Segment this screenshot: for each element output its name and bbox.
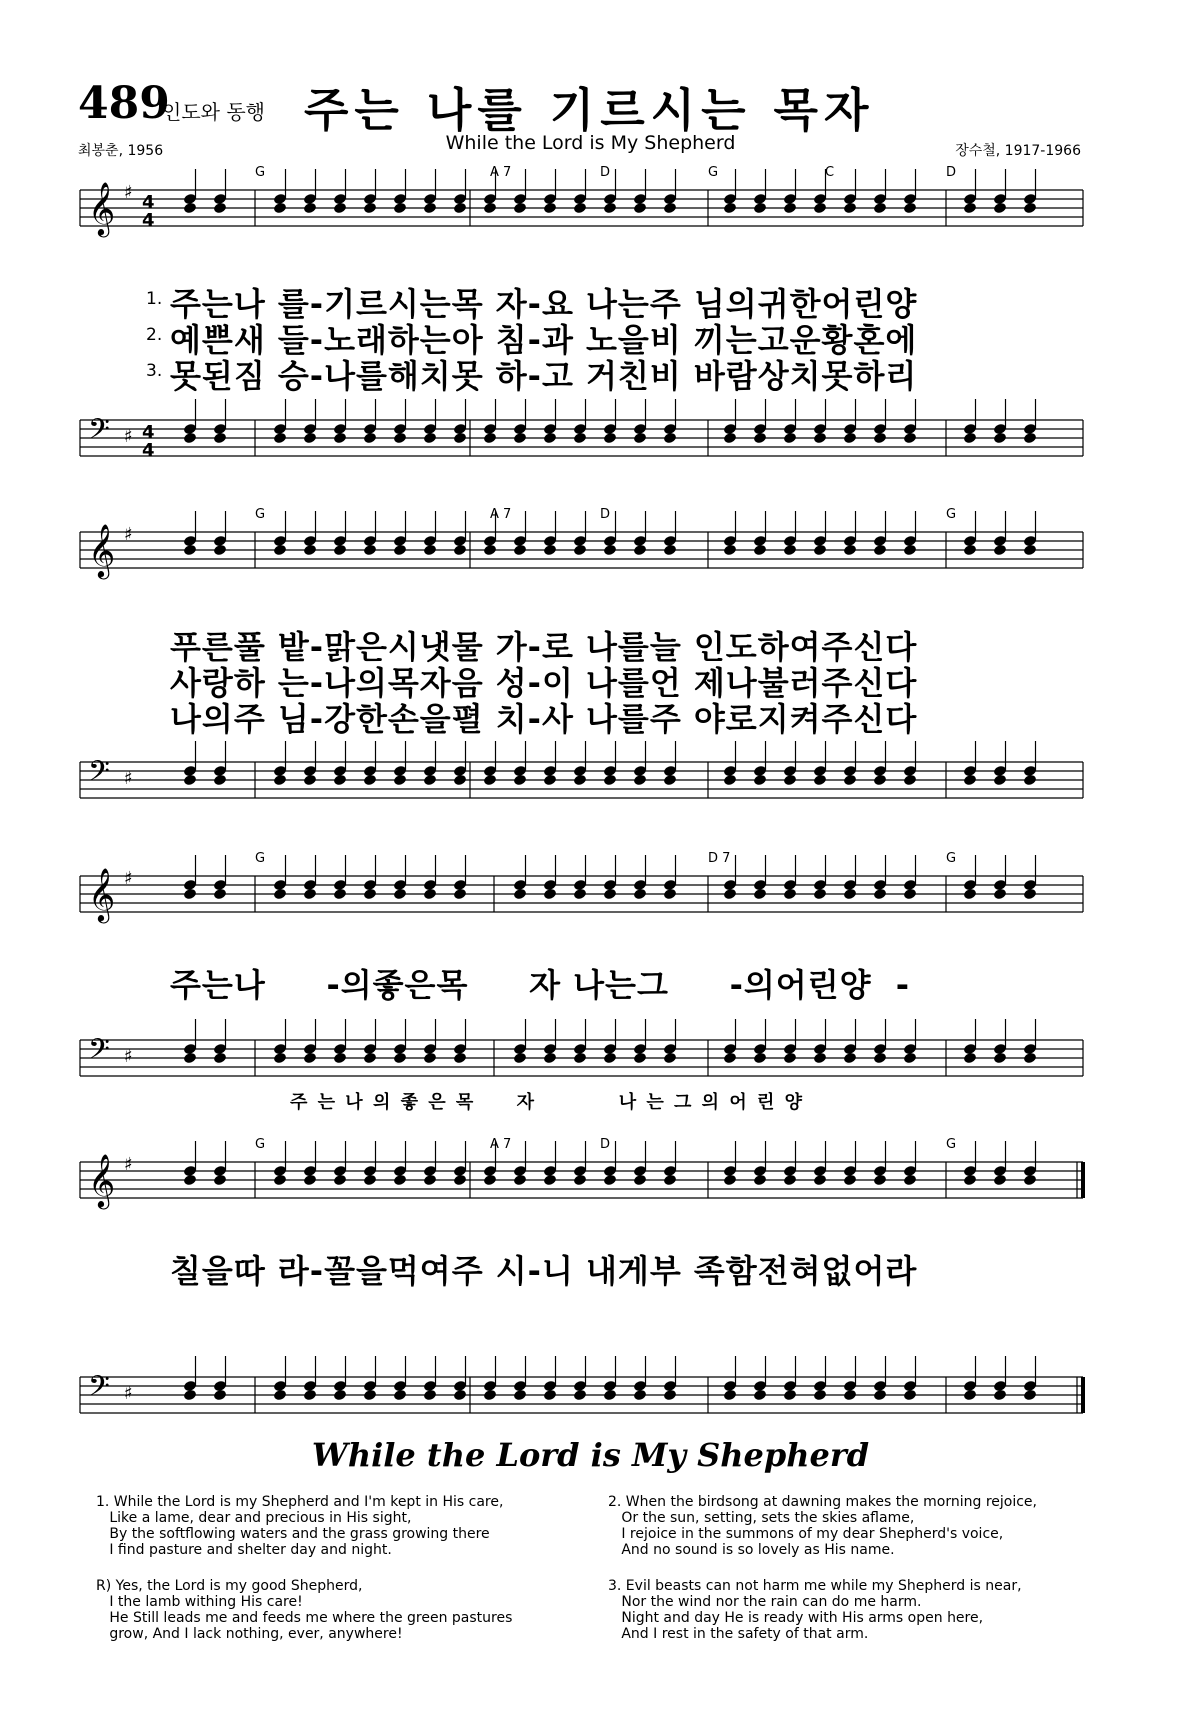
note-head: [813, 1052, 827, 1065]
note-head: [513, 774, 527, 787]
note-head: [573, 774, 587, 787]
lyric-line: 나의주 님-강한손을펼 치-사 나를주 야로지켜주신다: [170, 700, 918, 738]
verse-line: I rejoice in the summons of my dear Shepherd's voice,: [608, 1526, 1004, 1542]
chord-symbol: G: [946, 507, 957, 522]
note-head: [483, 774, 497, 787]
note-head: [393, 544, 407, 557]
note-head: [333, 1174, 347, 1187]
sharp-icon: ♯: [124, 524, 133, 545]
note-head: [903, 1052, 917, 1065]
note-head: [813, 202, 827, 215]
hymn-subtitle: While the Lord is My Shepherd: [445, 132, 736, 154]
note-head: [1023, 1174, 1037, 1187]
note-head: [573, 432, 587, 445]
note-head: [483, 1174, 497, 1187]
verse-line: By the softflowing waters and the grass growing there: [96, 1526, 490, 1542]
chord-symbol: G: [255, 851, 266, 866]
time-signature: 4: [142, 210, 155, 231]
time-signature: 4: [142, 422, 155, 443]
note-head: [453, 774, 467, 787]
note-head: [783, 774, 797, 787]
note-head: [663, 202, 677, 215]
note-head: [633, 544, 647, 557]
note-head: [363, 774, 377, 787]
note-head: [993, 1389, 1007, 1402]
note-head: [183, 1052, 197, 1065]
verse-line: 1. While the Lord is my Shepherd and I'm kept in His care,: [96, 1494, 504, 1510]
note-head: [333, 432, 347, 445]
note-head: [393, 432, 407, 445]
note-head: [213, 888, 227, 901]
note-head: [273, 888, 287, 901]
note-head: [903, 888, 917, 901]
note-head: [723, 1052, 737, 1065]
hymn-number: 489: [78, 78, 170, 129]
note-head: [303, 1052, 317, 1065]
note-head: [843, 544, 857, 557]
note-head: [903, 544, 917, 557]
note-head: [963, 1389, 977, 1402]
note-head: [783, 432, 797, 445]
lyric-line: 주는나 를-기르시는목 자-요 나는주 님의귀한어린양: [170, 285, 918, 323]
note-head: [903, 774, 917, 787]
note-head: [543, 432, 557, 445]
note-head: [723, 1389, 737, 1402]
note-head: [483, 202, 497, 215]
note-head: [753, 202, 767, 215]
sharp-icon: ♯: [124, 768, 133, 789]
lyric-line: 못된짐 승-나를해치못 하-고 거친비 바람상치못하리: [170, 357, 918, 395]
bass-clef-icon: 𝄢: [88, 755, 110, 795]
bass-clef-icon: 𝄢: [88, 1370, 110, 1410]
note-head: [393, 774, 407, 787]
note-head: [1023, 432, 1037, 445]
note-head: [903, 1174, 917, 1187]
note-head: [1023, 1389, 1037, 1402]
note-head: [603, 774, 617, 787]
note-head: [903, 1389, 917, 1402]
note-head: [573, 888, 587, 901]
verse-line: Or the sun, setting, sets the skies aflame,: [608, 1510, 915, 1526]
note-head: [873, 544, 887, 557]
note-head: [393, 888, 407, 901]
composer-credit: 장수철, 1917-1966: [955, 143, 1081, 159]
hymn-category: 인도와 동행: [162, 100, 265, 124]
note-head: [183, 1174, 197, 1187]
chord-symbol: C: [825, 165, 835, 180]
note-head: [843, 888, 857, 901]
note-head: [843, 1174, 857, 1187]
time-signature: 4: [142, 440, 155, 461]
verse-line: And no sound is so lovely as His name.: [608, 1542, 895, 1558]
chord-symbol: G: [946, 1137, 957, 1152]
note-head: [753, 432, 767, 445]
note-head: [993, 1174, 1007, 1187]
note-head: [303, 1174, 317, 1187]
note-head: [603, 888, 617, 901]
note-head: [723, 202, 737, 215]
note-head: [633, 1174, 647, 1187]
note-head: [543, 774, 557, 787]
note-head: [543, 1052, 557, 1065]
verse-line: Nor the wind nor the rain can do me harm.: [608, 1594, 922, 1610]
lyric-line: 사랑하 는-나의목자음 성-이 나를언 제나불러주신다: [170, 664, 918, 702]
chord-symbol: G: [946, 851, 957, 866]
note-head: [513, 1052, 527, 1065]
note-head: [333, 202, 347, 215]
note-head: [783, 1174, 797, 1187]
note-head: [663, 1174, 677, 1187]
note-head: [393, 1389, 407, 1402]
note-head: [873, 202, 887, 215]
verse-line: He Still leads me and feeds me where the green pastures: [96, 1610, 513, 1626]
treble-clef-icon: 𝄞: [88, 523, 116, 577]
note-head: [753, 1174, 767, 1187]
note-head: [663, 888, 677, 901]
note-head: [333, 1052, 347, 1065]
note-head: [723, 432, 737, 445]
chord-symbol: G: [708, 165, 719, 180]
lyricist-credit: 최봉춘, 1956: [78, 143, 164, 159]
treble-clef-icon: 𝄞: [88, 867, 116, 921]
chord-symbol: G: [255, 507, 266, 522]
note-head: [363, 202, 377, 215]
verse-line: And I rest in the safety of that arm.: [608, 1626, 869, 1642]
note-head: [273, 774, 287, 787]
note-head: [363, 432, 377, 445]
note-head: [213, 1174, 227, 1187]
note-head: [543, 1389, 557, 1402]
note-head: [393, 1174, 407, 1187]
note-head: [573, 202, 587, 215]
note-head: [993, 202, 1007, 215]
note-head: [543, 1174, 557, 1187]
verse-line: grow, And I lack nothing, ever, anywhere!: [96, 1626, 403, 1642]
note-head: [633, 1389, 647, 1402]
note-head: [423, 202, 437, 215]
bass-clef-icon: 𝄢: [88, 413, 110, 453]
note-head: [483, 432, 497, 445]
note-head: [843, 1052, 857, 1065]
treble-clef-icon: 𝄞: [88, 1153, 116, 1207]
note-head: [813, 1174, 827, 1187]
note-head: [543, 544, 557, 557]
chord-symbol: A 7: [490, 1137, 512, 1152]
note-head: [783, 1052, 797, 1065]
note-head: [213, 432, 227, 445]
note-head: [333, 888, 347, 901]
note-head: [453, 544, 467, 557]
note-head: [813, 888, 827, 901]
note-head: [993, 544, 1007, 557]
note-head: [273, 1174, 287, 1187]
note-head: [873, 1174, 887, 1187]
note-head: [873, 1052, 887, 1065]
chord-symbol: A 7: [490, 507, 512, 522]
note-head: [363, 1174, 377, 1187]
lyric-line: 푸른풀 밭-맑은시냇물 가-로 나를늘 인도하여주신다: [170, 628, 918, 666]
note-head: [963, 1052, 977, 1065]
verse-line: I find pasture and shelter day and night.: [96, 1542, 392, 1558]
note-head: [513, 1174, 527, 1187]
note-head: [513, 202, 527, 215]
note-head: [423, 1052, 437, 1065]
note-head: [993, 1052, 1007, 1065]
note-head: [513, 544, 527, 557]
sharp-icon: ♯: [124, 1383, 133, 1404]
note-head: [783, 544, 797, 557]
note-head: [603, 432, 617, 445]
note-head: [363, 888, 377, 901]
note-head: [273, 1389, 287, 1402]
english-verse-1: [96, 1494, 503, 1558]
note-head: [513, 432, 527, 445]
note-head: [723, 888, 737, 901]
note-head: [783, 202, 797, 215]
sharp-icon: ♯: [124, 1154, 133, 1175]
chord-symbol: D: [600, 507, 611, 522]
verse-line: 2. When the birdsong at dawning makes the morning rejoice,: [608, 1494, 1037, 1510]
note-head: [183, 888, 197, 901]
note-head: [993, 774, 1007, 787]
note-head: [603, 202, 617, 215]
note-head: [1023, 202, 1037, 215]
note-head: [963, 544, 977, 557]
treble-clef-icon: 𝄞: [88, 181, 116, 235]
note-head: [663, 544, 677, 557]
note-head: [423, 774, 437, 787]
note-head: [633, 1052, 647, 1065]
english-title: While the Lord is My Shepherd: [311, 1436, 870, 1474]
note-head: [993, 432, 1007, 445]
note-head: [573, 544, 587, 557]
note-head: [813, 544, 827, 557]
note-head: [453, 1052, 467, 1065]
note-head: [753, 774, 767, 787]
note-head: [1023, 544, 1037, 557]
note-head: [963, 202, 977, 215]
note-head: [573, 1052, 587, 1065]
note-head: [663, 432, 677, 445]
note-head: [393, 202, 407, 215]
note-head: [183, 432, 197, 445]
verse-number: 1.: [146, 289, 163, 309]
verse-number: 2.: [146, 325, 163, 345]
note-head: [213, 544, 227, 557]
note-head: [273, 432, 287, 445]
note-head: [183, 774, 197, 787]
note-head: [303, 544, 317, 557]
note-head: [363, 1052, 377, 1065]
note-head: [273, 1052, 287, 1065]
note-head: [483, 544, 497, 557]
chord-symbol: D: [946, 165, 957, 180]
note-head: [843, 774, 857, 787]
note-head: [813, 774, 827, 787]
note-head: [963, 774, 977, 787]
bass-clef-icon: 𝄢: [88, 1033, 110, 1073]
verse-line: I the lamb withing His care!: [96, 1594, 303, 1610]
chord-symbol: G: [255, 165, 266, 180]
chord-symbol: A 7: [490, 165, 512, 180]
note-head: [453, 1174, 467, 1187]
note-head: [903, 202, 917, 215]
note-head: [573, 1389, 587, 1402]
note-head: [663, 1052, 677, 1065]
note-head: [1023, 888, 1037, 901]
verse-number: 3.: [146, 361, 163, 381]
note-head: [453, 888, 467, 901]
note-head: [363, 544, 377, 557]
sharp-icon: ♯: [124, 1046, 133, 1067]
note-head: [903, 432, 917, 445]
note-head: [783, 1389, 797, 1402]
note-head: [483, 1389, 497, 1402]
note-head: [273, 202, 287, 215]
note-head: [663, 1389, 677, 1402]
note-head: [573, 1174, 587, 1187]
note-head: [423, 888, 437, 901]
note-head: [753, 1052, 767, 1065]
note-head: [333, 774, 347, 787]
note-head: [723, 544, 737, 557]
note-head: [633, 432, 647, 445]
note-head: [633, 774, 647, 787]
lyric-line: 예쁜새 들-노래하는아 침-과 노을비 끼는고운황혼에: [170, 321, 918, 359]
note-head: [813, 1389, 827, 1402]
note-head: [813, 432, 827, 445]
note-head: [603, 1389, 617, 1402]
verse-line: 3. Evil beasts can not harm me while my Shepherd is near,: [608, 1578, 1022, 1594]
note-head: [843, 432, 857, 445]
note-head: [393, 1052, 407, 1065]
verse-line: R) Yes, the Lord is my good Shepherd,: [96, 1578, 363, 1594]
note-head: [723, 774, 737, 787]
note-head: [873, 774, 887, 787]
note-head: [603, 1174, 617, 1187]
note-head: [963, 1174, 977, 1187]
note-head: [273, 544, 287, 557]
note-head: [633, 888, 647, 901]
note-head: [213, 202, 227, 215]
note-head: [1023, 774, 1037, 787]
bass-lyric-line: 주 는 나 의 좋 은 목 자 나 는 그 의 어 린 양: [290, 1092, 805, 1113]
note-head: [843, 202, 857, 215]
lyric-line: 칠을따 라-꼴을먹여주 시-니 내게부 족함전혀없어라: [170, 1252, 918, 1290]
note-head: [303, 432, 317, 445]
note-head: [213, 1052, 227, 1065]
note-head: [423, 432, 437, 445]
note-head: [963, 432, 977, 445]
note-head: [423, 1389, 437, 1402]
note-head: [423, 1174, 437, 1187]
lyric-line: 주는나 -의좋은목 자 나는그 -의어린양 -: [170, 966, 911, 1004]
note-head: [603, 1052, 617, 1065]
chord-symbol: D 7: [708, 851, 731, 866]
note-head: [753, 1389, 767, 1402]
verse-line: Like a lame, dear and precious in His sight,: [96, 1510, 412, 1526]
note-head: [633, 202, 647, 215]
note-head: [783, 888, 797, 901]
time-signature: 4: [142, 192, 155, 213]
note-head: [363, 1389, 377, 1402]
note-head: [543, 888, 557, 901]
sharp-icon: ♯: [124, 868, 133, 889]
note-head: [213, 774, 227, 787]
note-head: [183, 1389, 197, 1402]
sharp-icon: ♯: [124, 182, 133, 203]
note-head: [213, 1389, 227, 1402]
note-head: [993, 888, 1007, 901]
hymn-title: 주는 나를 기르시는 목자: [304, 83, 875, 137]
note-head: [423, 544, 437, 557]
note-head: [303, 888, 317, 901]
note-head: [753, 544, 767, 557]
sharp-icon: ♯: [124, 426, 133, 447]
note-head: [543, 202, 557, 215]
note-head: [453, 432, 467, 445]
note-head: [873, 888, 887, 901]
note-head: [723, 1174, 737, 1187]
english-refrain: [96, 1578, 512, 1642]
note-head: [963, 888, 977, 901]
verse-line: Night and day He is ready with His arms open here,: [608, 1610, 984, 1626]
note-head: [843, 1389, 857, 1402]
english-verse-3: [608, 1578, 1022, 1642]
note-head: [873, 1389, 887, 1402]
chord-symbol: D: [600, 1137, 611, 1152]
chord-symbol: D: [600, 165, 611, 180]
note-head: [303, 202, 317, 215]
note-head: [753, 888, 767, 901]
note-head: [183, 202, 197, 215]
note-head: [183, 544, 197, 557]
note-head: [333, 1389, 347, 1402]
note-head: [663, 774, 677, 787]
note-head: [513, 888, 527, 901]
note-head: [513, 1389, 527, 1402]
note-head: [603, 544, 617, 557]
note-head: [873, 432, 887, 445]
note-head: [333, 544, 347, 557]
english-verse-2: [608, 1494, 1037, 1558]
note-head: [303, 774, 317, 787]
note-head: [1023, 1052, 1037, 1065]
note-head: [453, 1389, 467, 1402]
note-head: [453, 202, 467, 215]
note-head: [303, 1389, 317, 1402]
chord-symbol: G: [255, 1137, 266, 1152]
